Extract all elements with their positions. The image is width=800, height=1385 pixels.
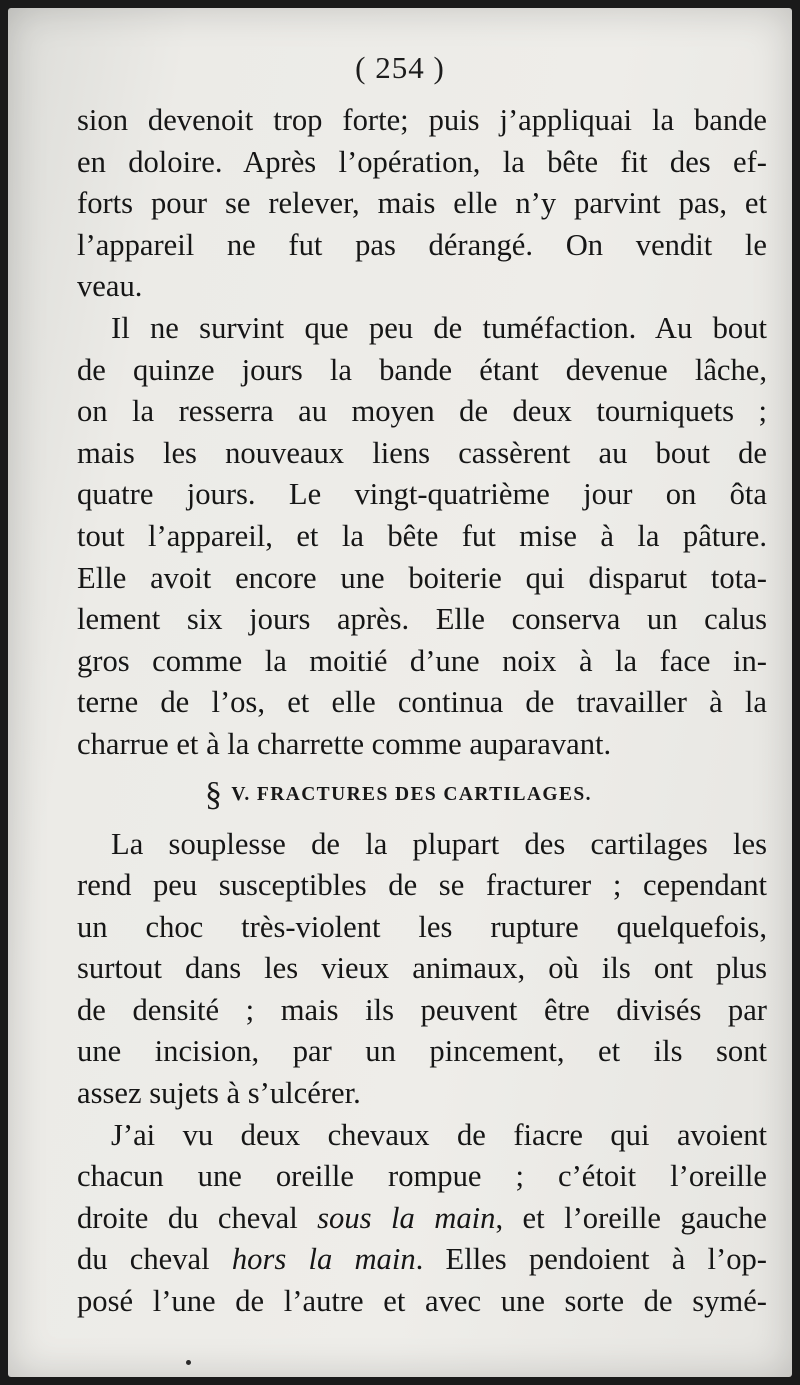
text-line: forts pour se relever, mais elle n’y parvint pas, et [77, 186, 767, 221]
paragraph-continuation [77, 100, 767, 308]
text-line [77, 1239, 767, 1281]
text-line: en doloire. Après l’opération, la bête fit des ef- [77, 144, 767, 179]
italic-phrase: hors la main [231, 1242, 416, 1277]
paragraph [77, 308, 767, 766]
text-line: posé l’une de l’autre et avec une sorte de symé- [77, 1284, 767, 1319]
section-symbol: § [205, 775, 224, 813]
text-line: l’appareil ne fut pas dérangé. On vendit le [77, 227, 767, 262]
paragraph [77, 824, 767, 1115]
text-line: J’ai vu deux chevaux de fiacre qui avoient [111, 1117, 767, 1152]
text-line: sion devenoit trop forte; puis j’appliquai la bande [77, 103, 767, 137]
italic-phrase: sous la main [317, 1200, 496, 1235]
text-line: chacun une oreille rompue ; c’étoit l’oreille [77, 1159, 767, 1194]
page-body [77, 100, 767, 1323]
text-line: surtout dans les vieux animaux, où ils ont plus [77, 951, 767, 986]
text-line: Elle avoit encore une boiterie qui disparut tota- [77, 560, 767, 595]
text-line: terne de l’os, et elle continua de travailler à la [77, 685, 767, 720]
text-line [77, 1198, 767, 1240]
text-line: mais les nouveaux liens cassèrent au bout de [77, 435, 767, 470]
text-line: tout l’appareil, et la bête fut mise à la pâture. [77, 518, 767, 553]
text-line: assez sujets à s’ulcérer. [77, 1076, 361, 1111]
book-page [8, 8, 792, 1377]
text-line: gros comme la moitié d’une noix à la face in- [77, 643, 767, 678]
ink-speck [186, 1360, 191, 1365]
text-line: de quinze jours la bande étant devenue lâche, [77, 352, 767, 387]
section-title: V. FRACTURES DES CARTILAGES. [231, 783, 592, 805]
text-run: . Elles pendoient à l’op- [415, 1242, 767, 1277]
text-line: lement six jours après. Elle conserva un calus [77, 602, 767, 637]
text-line: une incision, par un pincement, et ils sont [77, 1034, 767, 1069]
text-line: quatre jours. Le vingt-quatrième jour on ôta [77, 477, 767, 512]
text-line: rend peu susceptibles de se fracturer ; cependant [77, 868, 767, 903]
text-run: droite du cheval [77, 1200, 318, 1235]
text-line: on la resserra au moyen de deux tourniquets ; [77, 394, 767, 429]
text-run: du cheval [77, 1242, 232, 1277]
section-heading [77, 766, 767, 824]
text-line: veau. [77, 269, 143, 304]
text-line: de densité ; mais ils peuvent être divisés par [77, 992, 767, 1027]
text-line: un choc très-violent les rupture quelquefois, [77, 909, 767, 944]
text-run: , et l’oreille gauche [495, 1200, 767, 1235]
text-line: Il ne survint que peu de tuméfaction. Au bout [111, 310, 767, 345]
paragraph [77, 1115, 767, 1323]
page-number: ( 254 ) [355, 50, 445, 85]
text-line: La souplesse de la plupart des cartilages les [111, 826, 767, 861]
text-line: charrue et à la charrette comme auparavant. [77, 726, 612, 761]
